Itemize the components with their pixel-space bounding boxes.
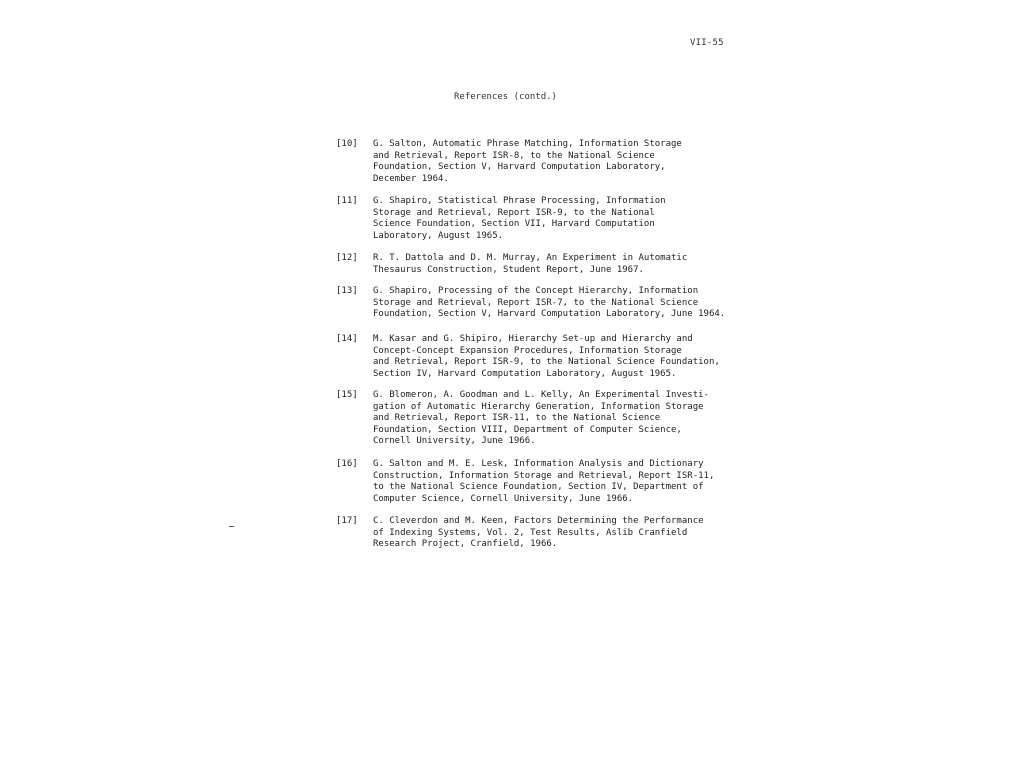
reference-line: Thesaurus Construction, Student Report, June 1967. <box>373 264 644 275</box>
reference-line: and Retrieval, Report ISR-11, to the National Science <box>373 413 661 424</box>
reference-line: G. Salton, Automatic Phrase Matching, Information Storage <box>373 139 682 149</box>
page-number: VII-55 <box>690 38 724 48</box>
page-heading: References (contd.) <box>454 92 557 102</box>
reference-text <box>373 390 738 448</box>
reference-number: [16] <box>336 459 358 469</box>
reference-line: Storage and Retrieval, Report ISR-9, to the National <box>373 207 655 218</box>
reference-line: G. Blomeron, A. Goodman and L. Kelly, An Experimental Investi- <box>373 390 709 400</box>
reference-line: Foundation, Section V, Harvard Computation Laboratory, <box>373 162 666 173</box>
reference-line: and Retrieval, Report ISR-9, to the National Science Foundation, <box>373 357 720 368</box>
reference-line: Science Foundation, Section VII, Harvard Computation <box>373 219 655 230</box>
reference-number: [17] <box>336 516 358 526</box>
reference-line: R. T. Dattola and D. M. Murray, An Experiment in Automatic <box>373 253 688 263</box>
reference-line: G. Salton and M. E. Lesk, Information Analysis and Dictionary <box>373 459 704 469</box>
reference-line: G. Shapiro, Statistical Phrase Processing, Information <box>373 196 666 206</box>
reference-text <box>373 253 738 276</box>
reference-line: Laboratory, August 1965. <box>373 230 504 241</box>
reference-number: [10] <box>336 139 358 149</box>
reference-line: Construction, Information Storage and Retrieval, Report ISR-11, <box>373 470 715 481</box>
reference-line: gation of Automatic Hierarchy Generation, Information Storage <box>373 401 704 412</box>
margin-mark <box>229 526 234 527</box>
reference-line: Storage and Retrieval, Report ISR-7, to the National Science <box>373 297 699 308</box>
reference-line: Computer Science, Cornell University, June 1966. <box>373 493 634 504</box>
reference-text <box>373 334 738 380</box>
reference-line: Research Project, Cranfield, 1966. <box>373 539 558 550</box>
reference-line: G. Shapiro, Processing of the Concept Hierarchy, Information <box>373 286 699 296</box>
reference-line: Cornell University, June 1966. <box>373 436 536 447</box>
reference-number: [11] <box>336 196 358 206</box>
reference-line: and Retrieval, Report ISR-8, to the National Science <box>373 150 655 161</box>
reference-line: of Indexing Systems, Vol. 2, Test Results, Aslib Cranfield <box>373 527 688 538</box>
reference-number: [12] <box>336 253 358 263</box>
reference-line: Section IV, Harvard Computation Laboratory, August 1965. <box>373 368 677 379</box>
reference-text <box>373 196 738 242</box>
reference-number: [15] <box>336 390 358 400</box>
reference-text <box>373 286 738 321</box>
reference-line: December 1964. <box>373 173 449 184</box>
reference-text <box>373 516 738 551</box>
reference-line: to the National Science Foundation, Section IV, Department of <box>373 482 704 493</box>
reference-number: [13] <box>336 286 358 296</box>
reference-line: Foundation, Section VIII, Department of Computer Science, <box>373 424 682 435</box>
reference-line: Concept-Concept Expansion Procedures, Information Storage <box>373 345 682 356</box>
reference-line: Foundation, Section V, Harvard Computation Laboratory, June 1964. <box>373 309 726 320</box>
reference-number: [14] <box>336 334 358 344</box>
reference-line: C. Cleverdon and M. Keen, Factors Determining the Performance <box>373 516 704 526</box>
reference-line: M. Kasar and G. Shipiro, Hierarchy Set-up and Hierarchy and <box>373 334 693 344</box>
reference-text <box>373 459 738 505</box>
reference-text <box>373 139 738 185</box>
